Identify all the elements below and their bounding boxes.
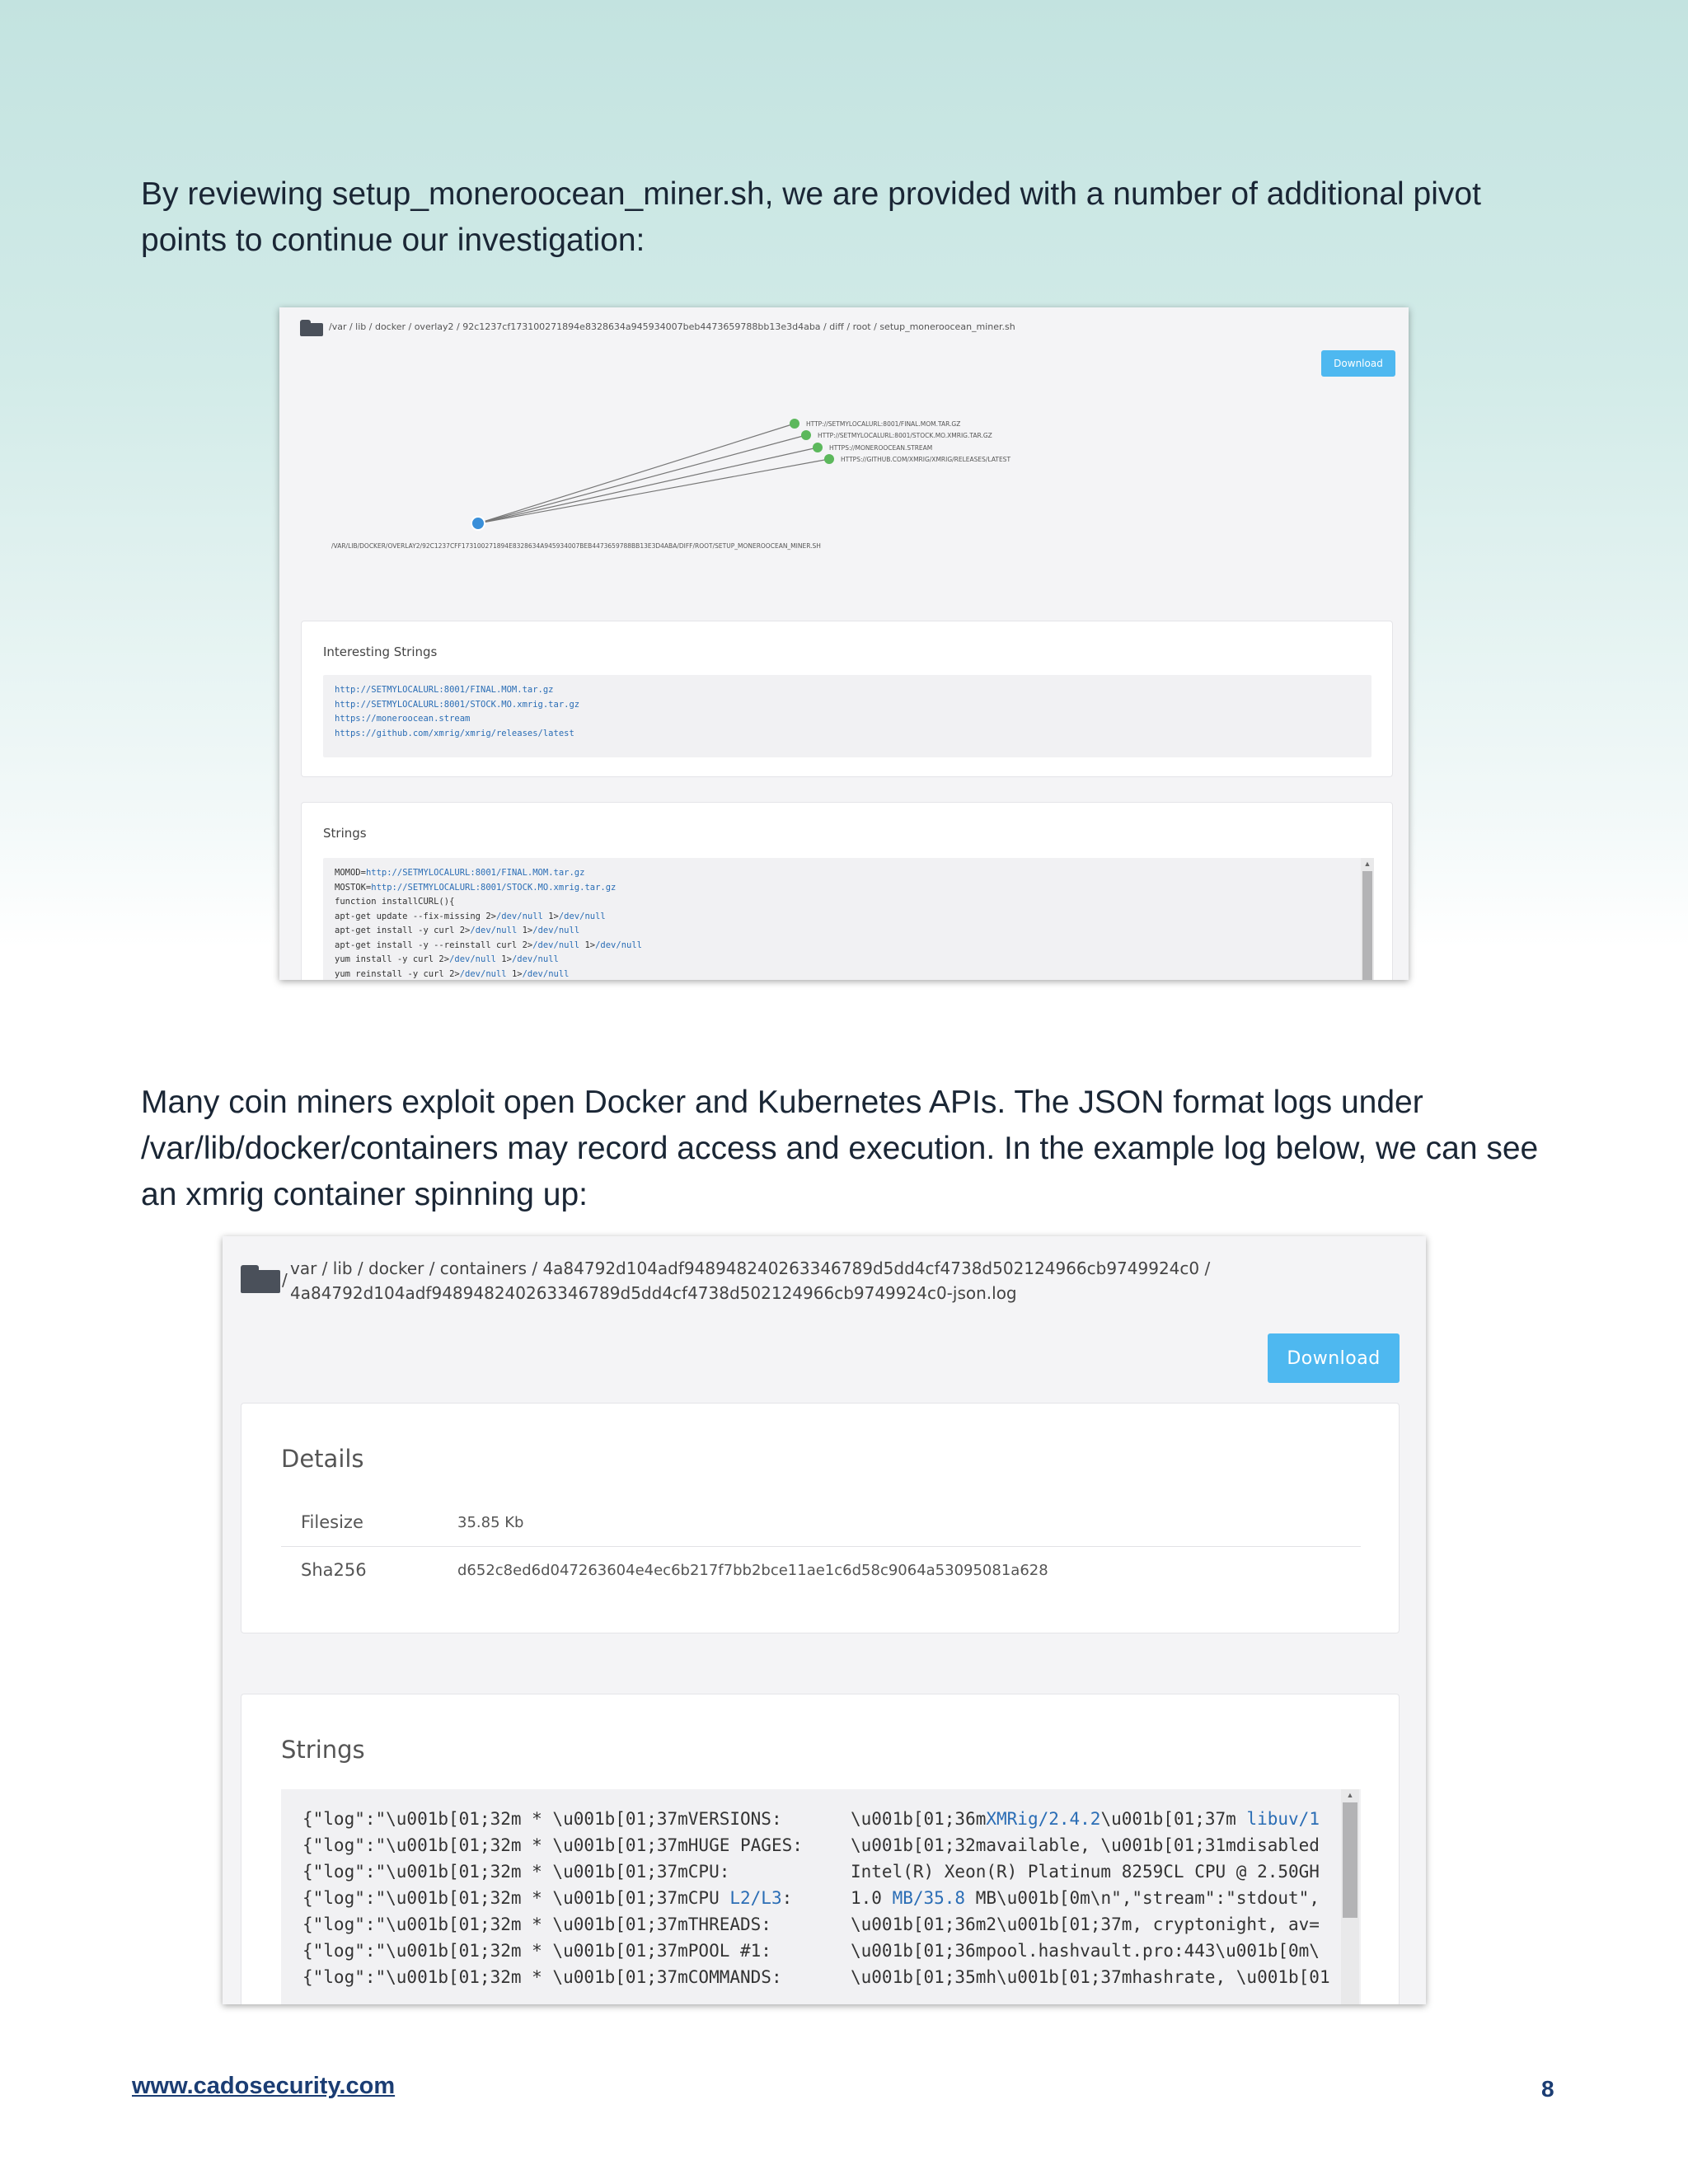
interesting-string[interactable]: http://SETMYLOCALURL:8001/FINAL.MOM.tar.gz xyxy=(335,685,554,695)
graph-root-node[interactable] xyxy=(471,517,485,530)
graph-node[interactable] xyxy=(824,454,834,464)
path-line-2[interactable]: 4a84792d104adf948948240263346789d5dd4cf4738d502124966cb9749924c0-json.log xyxy=(290,1283,1017,1303)
website-link[interactable]: www.cadosecurity.com xyxy=(132,2073,396,2099)
details-card xyxy=(241,1403,1400,1633)
intro-paragraph: By reviewing setup_moneroocean_miner.sh, we are provided with a number of additional pivot points to continue our investigation: xyxy=(141,176,1481,258)
string-line: MOMOD=http://SETMYLOCALURL:8001/FINAL.MOM.tar.gz xyxy=(335,868,585,878)
log-line: {"log":"\u001b[01;32m * \u001b[01;37mCOMMANDS: \u001b[01;35mh\u001b[01;37mhashrate, \u001b[01 xyxy=(302,1967,1330,1987)
docker-paragraph: Many coin miners exploit open Docker and Kubernetes APIs. The JSON format logs under /var/lib/docker/containers may record access and execution. In the example log below, we can see an xmrig container spinning up: xyxy=(141,1085,1539,1212)
file-viewer-screenshot-2 xyxy=(223,1236,1426,2004)
details-row-sha256 xyxy=(281,1547,1361,1595)
relationship-graph xyxy=(279,406,1409,563)
strings-title: Strings xyxy=(281,1736,365,1764)
log-line: {"log":"\u001b[01;32m * \u001b[01;37mTHREADS: \u001b[01;36m2\u001b[01;37m, cryptonight, av= xyxy=(302,1915,1320,1934)
details-row-filesize xyxy=(281,1499,1361,1547)
log-line: {"log":"\u001b[01;32m * \u001b[01;37mCPU L2/L3: 1.0 MB/35.8 MB\u001b[0m\n","stream":"stdout", xyxy=(302,1888,1320,1908)
scroll-up-icon[interactable]: ▲ xyxy=(1346,1791,1354,1799)
details-title: Details xyxy=(281,1445,364,1473)
graph-node-label: HTTPS://MONEROOCEAN.STREAM xyxy=(829,444,933,452)
graph-node-label: HTTP://SETMYLOCALURL:8001/FINAL.MOM.TAR.GZ xyxy=(806,420,961,428)
graph-edge xyxy=(478,424,795,523)
path-line-1[interactable]: var / lib / docker / containers / 4a84792d104adf948948240263346789d5dd4cf4738d502124966cb9749924c0 / xyxy=(290,1258,1211,1278)
log-line: {"log":"\u001b[01;32m * \u001b[01;37mPOOL #1: \u001b[01;36mpool.hashvault.pro:443\u001b[0m\ xyxy=(302,1941,1320,1961)
details-key: Filesize xyxy=(301,1512,363,1532)
interesting-strings-card xyxy=(301,621,1393,777)
interesting-string[interactable]: https://github.com/xmrig/xmrig/releases/latest xyxy=(335,728,574,738)
graph-root-label: /VAR/LIB/DOCKER/OVERLAY2/92C1237CFF173100271894E8328634A945934007BEB4473659788BB13E3D4ABA/DIFF/ROOT/SETUP_MONEROOCEAN_MINER.SH xyxy=(331,542,821,550)
strings-scrollbar[interactable] xyxy=(1341,1789,1359,2004)
string-line: apt-get install -y --reinstall curl 2>/dev/null 1>/dev/null xyxy=(335,940,642,950)
graph-edge xyxy=(478,459,829,523)
interesting-string[interactable]: http://SETMYLOCALURL:8001/STOCK.MO.xmrig.tar.gz xyxy=(335,699,580,710)
strings-content xyxy=(323,858,1372,980)
strings-card xyxy=(241,1694,1400,2004)
strings-scrollbar[interactable] xyxy=(1361,858,1374,980)
file-viewer-screenshot-1 xyxy=(279,307,1409,980)
graph-node[interactable] xyxy=(813,443,823,452)
graph-edge xyxy=(478,435,806,523)
details-key: Sha256 xyxy=(301,1560,367,1580)
log-line: {"log":"\u001b[01;32m * \u001b[01;37mVERSIONS: \u001b[01;36mXMRig/2.4.2\u001b[01;37m libuv/1 xyxy=(302,1809,1320,1829)
details-value: 35.85 Kb xyxy=(457,1514,524,1531)
page-number: 8 xyxy=(1541,2076,1554,2102)
graph-node[interactable] xyxy=(801,430,811,440)
string-line: yum reinstall -y curl 2>/dev/null 1>/dev/null xyxy=(335,968,570,979)
string-line: function installCURL(){ xyxy=(335,897,455,907)
interesting-string[interactable]: https://moneroocean.stream xyxy=(335,714,471,724)
interesting-strings-list xyxy=(323,675,1372,757)
graph-node-label: HTTPS://GITHUB.COM/XMRIG/XMRIG/RELEASES/LATEST xyxy=(841,456,1011,463)
log-line: {"log":"\u001b[01;32m * \u001b[01;37mCPU: Intel(R) Xeon(R) Platinum 8259CL CPU @ 2.50GH xyxy=(302,1862,1320,1882)
graph-edge xyxy=(478,448,818,523)
graph-node-label: HTTP://SETMYLOCALURL:8001/STOCK.MO.XMRIG.TAR.GZ xyxy=(818,432,992,439)
string-line: apt-get update --fix-missing 2>/dev/null 1>/dev/null xyxy=(335,911,606,921)
log-line: {"log":"\u001b[01;32m * \u001b[01;37mHUGE PAGES: \u001b[01;32mavailable, \u001b[01;31mdisabled xyxy=(302,1835,1320,1855)
string-line: yum install -y curl 2>/dev/null 1>/dev/null xyxy=(335,954,559,964)
breadcrumb-path[interactable]: /var / lib / docker / overlay2 / 92c1237cf173100271894e8328634a945934007beb4473659788bb13e3d4aba / diff / root / setup_moneroocean_miner.sh xyxy=(329,321,1015,332)
string-line: apt-get install -y curl 2>/dev/null 1>/dev/null xyxy=(335,926,580,935)
interesting-strings-title: Interesting Strings xyxy=(323,644,438,659)
path-root-slash: / xyxy=(282,1270,288,1290)
log-strings-content xyxy=(281,1789,1361,2004)
scroll-up-icon[interactable]: ▲ xyxy=(1363,860,1372,868)
strings-card xyxy=(301,802,1393,980)
string-line: MOSTOK=http://SETMYLOCALURL:8001/STOCK.MO.xmrig.tar.gz xyxy=(335,882,617,893)
strings-title: Strings xyxy=(323,826,367,841)
folder-icon xyxy=(241,1265,280,1293)
folder-icon xyxy=(300,320,323,336)
graph-node[interactable] xyxy=(790,419,799,429)
download-button[interactable]: Download xyxy=(1268,1333,1400,1383)
details-value: d652c8ed6d047263604e4ec6b217f7bb2bce11ae1c6d58c9064a53095081a628 xyxy=(457,1562,1048,1579)
breadcrumb-path[interactable] xyxy=(282,1256,1211,1305)
download-button[interactable]: Download xyxy=(1321,350,1395,377)
